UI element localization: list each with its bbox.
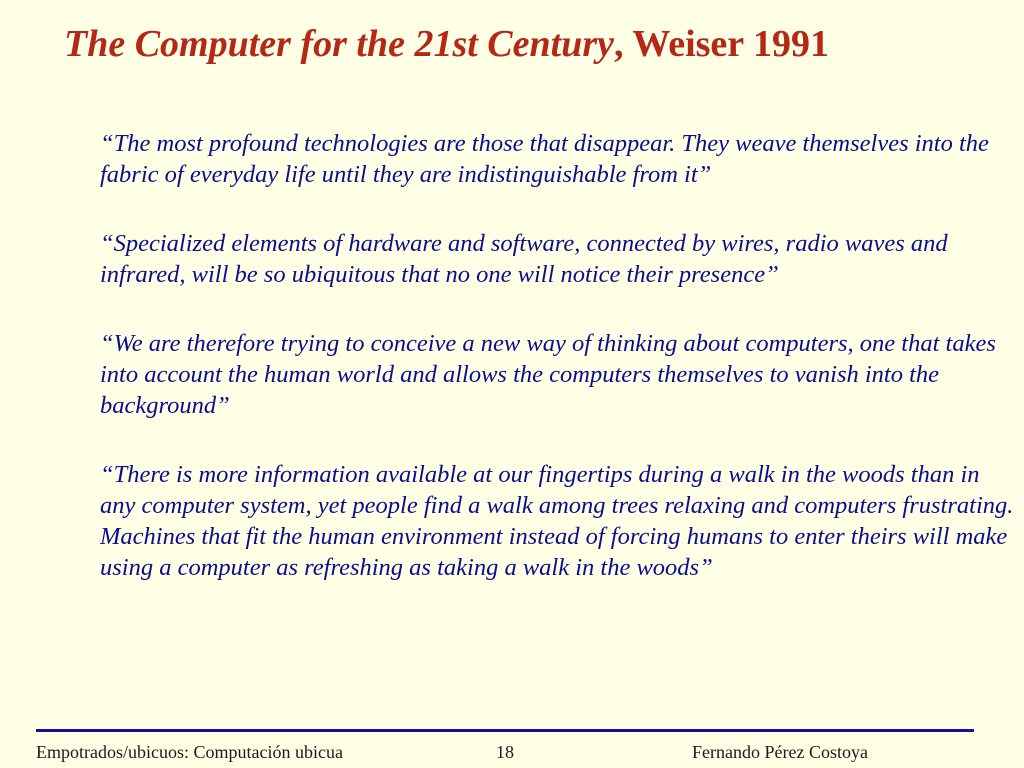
footer-page-number: 18 [496,742,514,762]
title-attribution: , Weiser 1991 [614,23,829,65]
quote-1: “The most profound technologies are those that disappear. They weave themselves into the fabric of everyday life until they are indistinguishable from it” [100,130,989,188]
slide-title [64,18,829,70]
quote-4: “There is more information available at our fingertips during a walk in the woods than in any computer system, yet people find a walk among trees relaxing and computers frustrating. Machines that fit the human environment instead of forcing humans to enter theirs will make using a computer as refreshing as taking a walk in the woods” [100,461,1014,581]
quote-2: “Specialized elements of hardware and software, connected by wires, radio waves and infrared, will be so ubiquitous that no one will notice their presence” [100,230,948,288]
quote-list [100,128,1016,621]
paper-title: The Computer for the 21st Century [64,23,614,65]
footer-author: Fernando Pérez Costoya [692,742,868,762]
footer-course-name: Empotrados/ubicuos: Computación ubicua [36,742,343,762]
quote-3: “We are therefore trying to conceive a new way of thinking about computers, one that takes into account the human world and allows the computers themselves to vanish into the background” [100,330,996,419]
footer-divider [36,729,974,732]
